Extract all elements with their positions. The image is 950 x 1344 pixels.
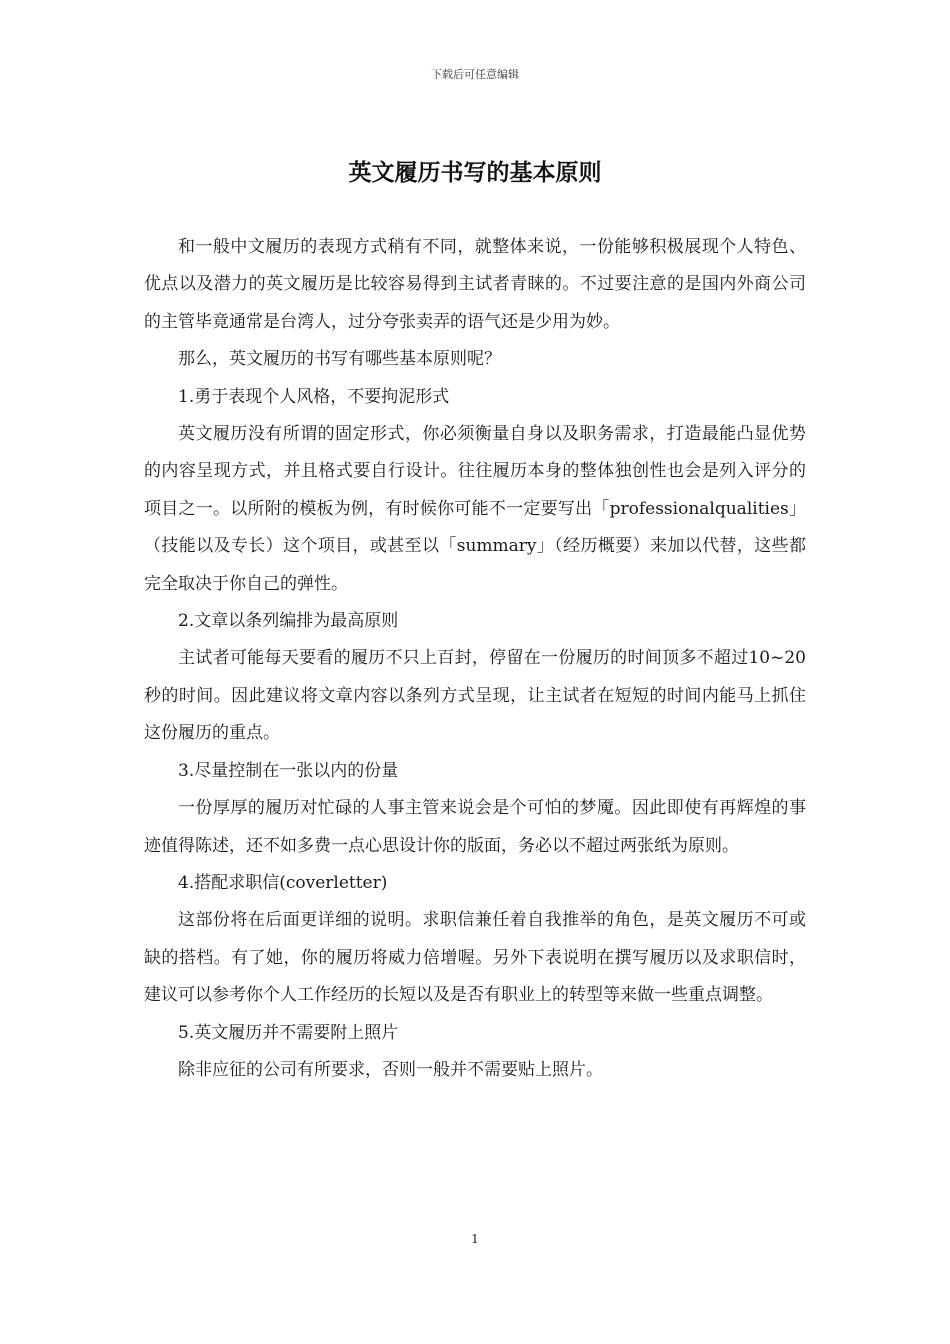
- section-heading-2: 2.文章以条列编排为最高原则: [178, 611, 399, 632]
- section-body-3: 一份厚厚的履历对忙碌的人事主管来说会是个可怕的梦魇。因此即使有再辉煌的事迹值得陈述，还不如多费一点心思设计你的版面，务必以不超过两张纸为原则。: [144, 798, 806, 856]
- document-body: [144, 229, 806, 1089]
- section-body-1: 英文履历没有所谓的固定形式，你必须衡量自身以及职务需求，打造最能凸显优势的内容呈现方式，并且格式要自行设计。往往履历本身的整体独创性也会是列入评分的项目之一。以所附的模板为例，有时候你可能不一定要写出「professionalqualities」（技能以及专长）这个项目，或甚至以「summary」（经历概要）来加以代替，这些都完全取决于你自己的弹性。: [144, 424, 806, 594]
- document-title: 英文履历书写的基本原则: [348, 159, 602, 186]
- paragraph-question: 那么，英文履历的书写有哪些基本原则呢？: [178, 349, 501, 370]
- paragraph-intro: 和一般中文履历的表现方式稍有不同，就整体来说，一份能够积极展现个人特色、优点以及潜力的英文履历是比较容易得到主试者青睐的。不过要注意的是国内外商公司的主管毕竟通常是台湾人，过分夸张卖弄的语气还是少用为妙。: [144, 237, 806, 332]
- header-note: 下载后可任意编辑: [431, 68, 519, 81]
- page-number: 1: [471, 1232, 479, 1246]
- section-body-4: 这部份将在后面更详细的说明。求职信兼任着自我推举的角色，是英文履历不可或缺的搭档。有了她，你的履历将威力倍增喔。另外下表说明在撰写履历以及求职信时，建议可以参考你个人工作经历的长短以及是否有职业上的转型等来做一些重点调整。: [144, 910, 806, 1006]
- section-heading-5: 5.英文履历并不需要附上照片: [178, 1022, 399, 1043]
- section-heading-4: 4.搭配求职信(coverletter): [178, 872, 388, 893]
- section-heading-3: 3.尽量控制在一张以内的份量: [178, 760, 399, 781]
- section-heading-1: 1.勇于表现个人风格，不要拘泥形式: [178, 386, 450, 407]
- section-body-2: 主试者可能每天要看的履历不只上百封，停留在一份履历的时间顶多不超过10~20秒的时间。因此建议将文章内容以条列方式呈现，让主试者在短短的时间内能马上抓住这份履历的重点。: [144, 648, 806, 744]
- section-body-5: 除非应征的公司有所要求，否则一般并不需要贴上照片。: [178, 1059, 603, 1080]
